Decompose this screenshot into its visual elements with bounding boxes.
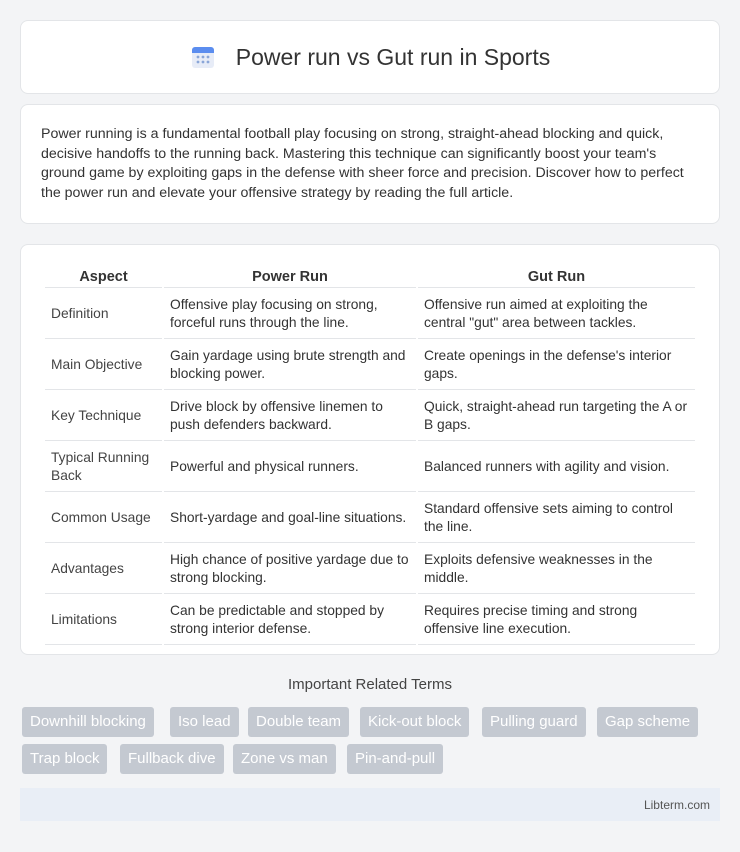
table-row — [45, 443, 695, 492]
footer-link[interactable]: Libterm.com — [643, 797, 710, 812]
power-run-cell: Powerful and physical runners. — [164, 443, 416, 492]
intro-text: Power running is a fundamental football play focusing on strong, straight-ahead blocking and quick, decisive handoffs to the running back. Mastering this technique can significantly boost your team's ground game by exploiting gaps in the defense with sheer force and precision. Discover how to perfect the power run and elevate your offensive strategy by reading the full article. — [41, 126, 684, 201]
power-run-cell: High chance of positive yardage due to strong blocking. — [164, 545, 416, 594]
gut-run-cell: Standard offensive sets aiming to control the line. — [418, 494, 695, 543]
table-row — [45, 341, 695, 390]
gut-run-cell: Requires precise timing and strong offensive line execution. — [418, 596, 695, 645]
header-power-run: Power Run — [164, 267, 416, 288]
aspect-cell: Advantages — [45, 545, 162, 594]
aspect-cell: Typical Running Back — [45, 443, 162, 492]
power-run-cell: Drive block by offensive linemen to push defenders backward. — [164, 392, 416, 441]
table-row — [45, 392, 695, 441]
header — [190, 44, 550, 71]
gut-run-cell: Balanced runners with agility and vision. — [418, 443, 695, 492]
tag-kick-out-block[interactable]: Kick-out block — [360, 707, 469, 737]
power-run-cell: Offensive play focusing on strong, forceful runs through the line. — [164, 290, 416, 339]
table-row — [45, 494, 695, 543]
table-row — [45, 290, 695, 339]
tag-pulling-guard[interactable]: Pulling guard — [482, 707, 586, 737]
table-row — [45, 545, 695, 594]
page-title: Power run vs Gut run in Sports — [235, 43, 551, 70]
tag-iso-lead[interactable]: Iso lead — [170, 707, 239, 737]
calendar-icon — [190, 44, 216, 70]
tag-double-team[interactable]: Double team — [248, 707, 349, 737]
footer — [20, 788, 720, 821]
table-header-row — [45, 267, 695, 288]
header-card — [20, 20, 720, 94]
header-gut-run: Gut Run — [418, 267, 695, 288]
header-aspect: Aspect — [45, 267, 162, 288]
power-run-cell: Gain yardage using brute strength and blocking power. — [164, 341, 416, 390]
tag-zone-vs-man[interactable]: Zone vs man — [233, 744, 336, 774]
tag-fullback-dive[interactable]: Fullback dive — [120, 744, 224, 774]
tag-downhill-blocking[interactable]: Downhill blocking — [22, 707, 154, 737]
power-run-cell: Can be predictable and stopped by strong interior defense. — [164, 596, 416, 645]
gut-run-cell: Offensive run aimed at exploiting the central "gut" area between tackles. — [418, 290, 695, 339]
aspect-cell: Main Objective — [45, 341, 162, 390]
table-row — [45, 596, 695, 645]
aspect-cell: Common Usage — [45, 494, 162, 543]
aspect-cell: Definition — [45, 290, 162, 339]
aspect-cell: Key Technique — [45, 392, 162, 441]
gut-run-cell: Quick, straight-ahead run targeting the A or B gaps. — [418, 392, 695, 441]
gut-run-cell: Create openings in the defense's interior gaps. — [418, 341, 695, 390]
gut-run-cell: Exploits defensive weaknesses in the middle. — [418, 545, 695, 594]
tag-pin-and-pull[interactable]: Pin-and-pull — [347, 744, 443, 774]
intro-card — [20, 104, 720, 224]
tag-gap-scheme[interactable]: Gap scheme — [597, 707, 698, 737]
comparison-table — [43, 265, 697, 647]
power-run-cell: Short-yardage and goal-line situations. — [164, 494, 416, 543]
aspect-cell: Limitations — [45, 596, 162, 645]
tag-trap-block[interactable]: Trap block — [22, 744, 107, 774]
related-terms-title: Important Related Terms — [288, 676, 452, 693]
comparison-card — [20, 244, 720, 655]
